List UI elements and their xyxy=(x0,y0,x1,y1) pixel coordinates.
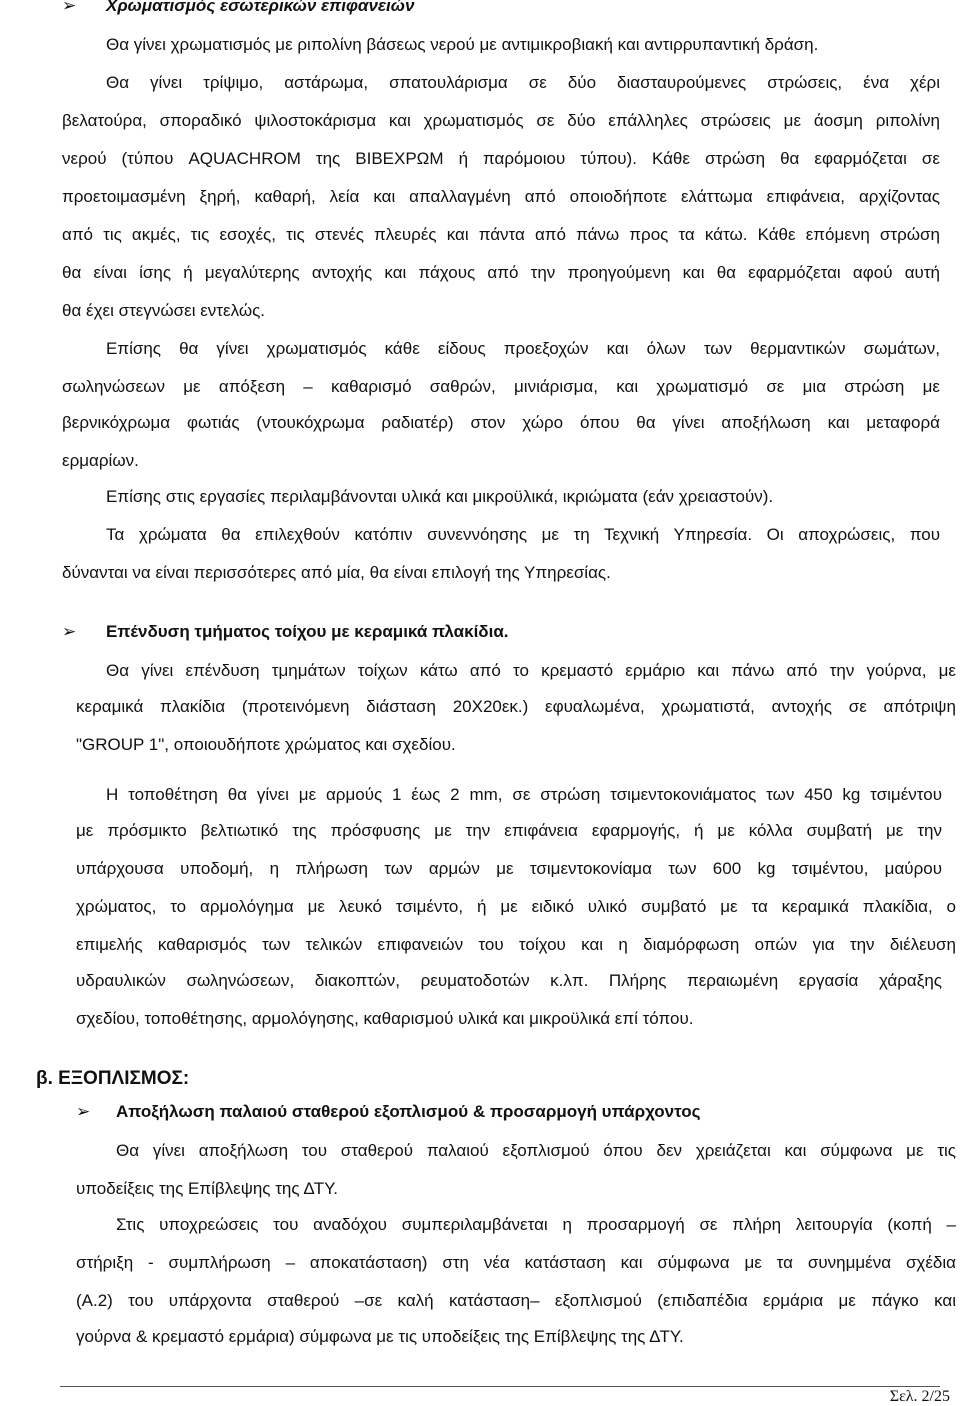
heading-removal-equipment: Αποξήλωση παλαιού σταθερού εξοπλισμού & προσαρμογή υπάρχοντος xyxy=(116,1102,701,1121)
paragraph-line: προετοιμασμένη ξηρή, καθαρή, λεία και απαλλαγμένη από οποιοδήποτε ελάττωμα επιφάνεια, αρχίζοντας xyxy=(62,187,940,206)
bullet-arrow-icon: ➢ xyxy=(62,622,77,641)
paragraph-line: υποδείξεις της Επίβλεψης της ΔΤΥ. xyxy=(76,1179,339,1198)
paragraph-line: ερμαρίων. xyxy=(62,451,139,470)
paragraph-line: στήριξη - συμπλήρωση – αποκατάσταση) στη νέα κατάσταση και σύμφωνα με τα συνημμένα σχέδια xyxy=(76,1253,956,1272)
paragraph-line: βελατούρα, σποραδικό ψιλοστοκάρισμα και χρωματισμός σε δύο επάλληλες στρώσεις με άοσμη ριπολίνη xyxy=(62,111,940,130)
paragraph-line: Επίσης στις εργασίες περιλαμβάνονται υλικά και μικροϋλικά, ικριώματα (εάν χρειαστούν). xyxy=(106,487,774,506)
paragraph-line: Θα γίνει αποξήλωση του σταθερού παλαιού εξοπλισμού όπου δεν χρειάζεται και σύμφωνα με τις xyxy=(116,1141,956,1160)
paragraph-line: Θα γίνει τρίψιμο, αστάρωμα, σπατουλάρισμα σε δύο διασταυρούμενες στρώσεις, ένα χέρι xyxy=(106,73,940,92)
paragraph-line: σχεδίου, τοποθέτησης, αρμολόγησης, καθαρισμού υλικά και μικροϋλικά επί τόπου. xyxy=(76,1009,694,1028)
bullet-arrow-icon: ➢ xyxy=(62,0,77,15)
paragraph-line: υδραυλικών σωληνώσεων, διακοπτών, ρευματοδοτών κ.λπ. Πλήρης περαιωμένη εργασία χάραξης xyxy=(76,971,942,990)
heading-painting: Χρωματισμός εσωτερικών επιφανειών xyxy=(106,0,415,15)
paragraph-line: γούρνα & κρεμαστό ερμάρια) σύμφωνα με τις υποδείξεις της Επίβλεψης της ΔΤΥ. xyxy=(76,1327,684,1346)
section-b-heading: β. ΕΞΟΠΛΙΣΜΟΣ: xyxy=(36,1068,190,1089)
paragraph-line: θα είναι ίσης ή μεγαλύτερης αντοχής και πάχους από την προηγούμενη και θα εφαρμόζεται αφού αυτή xyxy=(62,263,940,282)
paragraph-line: κεραμικά πλακίδια (προτεινόμενη διάσταση 20Χ20εκ.) εφυαλωμένα, χρωματιστά, αντοχής σε απότριψη xyxy=(76,697,956,716)
paragraph-line: βερνικόχρωμα φωτιάς (ντουκόχρωμα ραδιατέρ) στον χώρο όπου θα γίνει αποξήλωση και μεταφορά xyxy=(62,413,940,432)
paragraph-line: νερού (τύπου AQUACHROM της BIBEXΡΩΜ ή παρόμοιου τύπου). Κάθε στρώση θα εφαρμόζεται σε xyxy=(62,149,940,168)
paragraph-line: (Α.2) του υπάρχοντα σταθερού –σε καλή κατάσταση– εξοπλισμού (επιδαπέδια ερμάρια με πάγκο και xyxy=(76,1291,956,1310)
paragraph-line: σωληνώσεων με απόξεση – καθαρισμό σαθρών, μινιάρισμα, και χρωματισμό σε μια στρώση με xyxy=(62,377,940,396)
page-number: Σελ. 2/25 xyxy=(889,1388,950,1405)
paragraph-line: χρώματος, το αρμολόγημα με λευκό τσιμέντο, ή με ειδικό υλικό συμβατό με τα κεραμικά πλακίδια, ο xyxy=(76,897,956,916)
paragraph-line: θα έχει στεγνώσει εντελώς. xyxy=(62,301,266,320)
paragraph-line: Θα γίνει επένδυση τμημάτων τοίχων κάτω από το κρεμαστό ερμάριο και πάνω από την γούρνα, με xyxy=(106,661,956,680)
paragraph-line: Θα γίνει χρωματισμός με ριπολίνη βάσεως νερού με αντιμικροβιακή και αντιρρυπαντική δράση. xyxy=(106,35,819,54)
bullet-arrow-icon: ➢ xyxy=(76,1102,91,1121)
paragraph-line: Τα χρώματα θα επιλεχθούν κατόπιν συνεννόησης με τη Τεχνική Υπηρεσία. Οι αποχρώσεις, που xyxy=(106,525,940,544)
paragraph-line: Επίσης θα γίνει χρωματισμός κάθε είδους προεξοχών και όλων των θερμαντικών σωμάτων, xyxy=(106,339,940,358)
paragraph-line: δύνανται να είναι περισσότερες από μία, θα είναι επιλογή της Υπηρεσίας. xyxy=(62,563,611,582)
heading-ceramic-tiles: Επένδυση τμήματος τοίχου με κεραμικά πλακίδια. xyxy=(106,622,509,641)
paragraph-line: με πρόσμικτο βελτιωτικό της πρόσφυσης με την επιφάνεια εφαρμογής, ή με κόλλα συμβατή με την xyxy=(76,821,942,840)
footer-rule xyxy=(60,1386,940,1387)
paragraph-line: από τις ακμές, τις εσοχές, τις στενές πλευρές και πάντα από πάνω προς τα κάτω. Κάθε επόμενη στρώση xyxy=(62,225,940,244)
paragraph-line: Η τοποθέτηση θα γίνει με αρμούς 1 έως 2 mm, σε στρώση τσιμεντοκονιάματος των 450 kg τσιμέντου xyxy=(106,785,942,804)
paragraph-line: επιμελής καθαρισμός των τελικών επιφανειών του τοίχου και η διαμόρφωση οπών για την διέλευση xyxy=(76,935,956,954)
paragraph-line: υπάρχουσα υποδομή, η πλήρωση των αρμών με τσιμεντοκονίαμα των 600 kg τσιμέντου, μαύρου xyxy=(76,859,942,878)
paragraph-line: "GROUP 1", οποιουδήποτε χρώματος και σχεδίου. xyxy=(76,735,456,754)
paragraph-line: Στις υποχρεώσεις του αναδόχου συμπεριλαμβάνεται η προσαρμογή σε πλήρη λειτουργία (κοπή – xyxy=(116,1215,956,1234)
